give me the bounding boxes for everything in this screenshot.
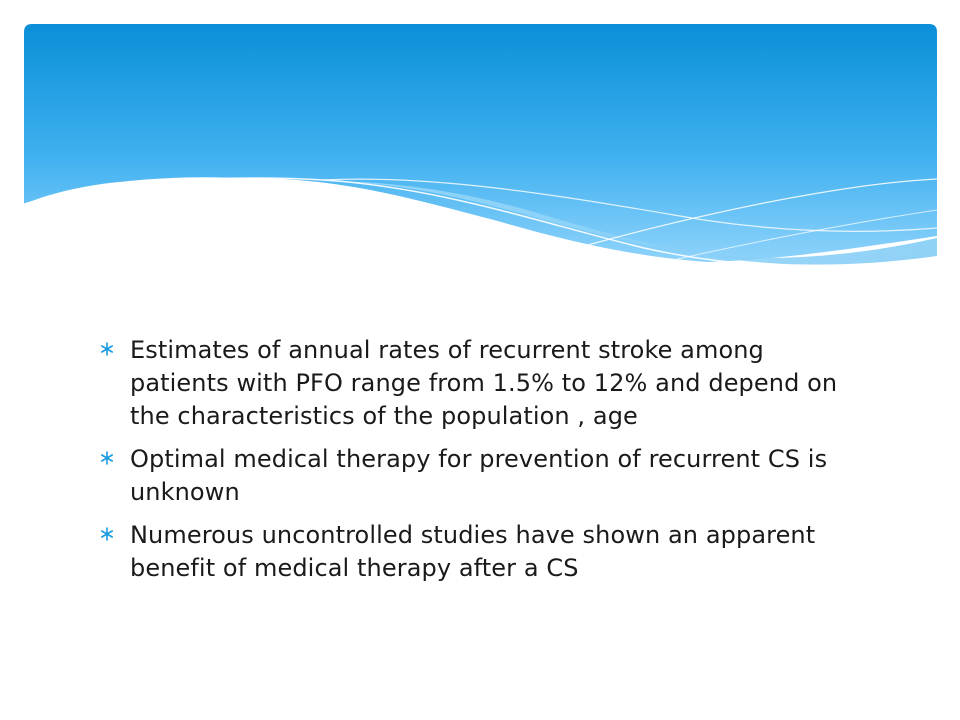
asterisk-icon [100, 527, 114, 541]
bullet-item [100, 334, 860, 433]
bullet-item [100, 443, 860, 509]
asterisk-icon [100, 342, 114, 356]
bullet-list [100, 334, 860, 595]
bullet-text: Optimal medical therapy for prevention of recurrent CS is unknown [130, 445, 828, 506]
asterisk-icon [100, 451, 114, 465]
bullet-item [100, 519, 860, 585]
bullet-text: Estimates of annual rates of recurrent stroke among patients with PFO range from 1.5% to 12% and depend on the characteristics of the population , age [130, 336, 838, 430]
bullet-text: Numerous uncontrolled studies have shown an apparent benefit of medical therapy after a CS [130, 521, 816, 582]
header-wave-banner [24, 24, 937, 274]
